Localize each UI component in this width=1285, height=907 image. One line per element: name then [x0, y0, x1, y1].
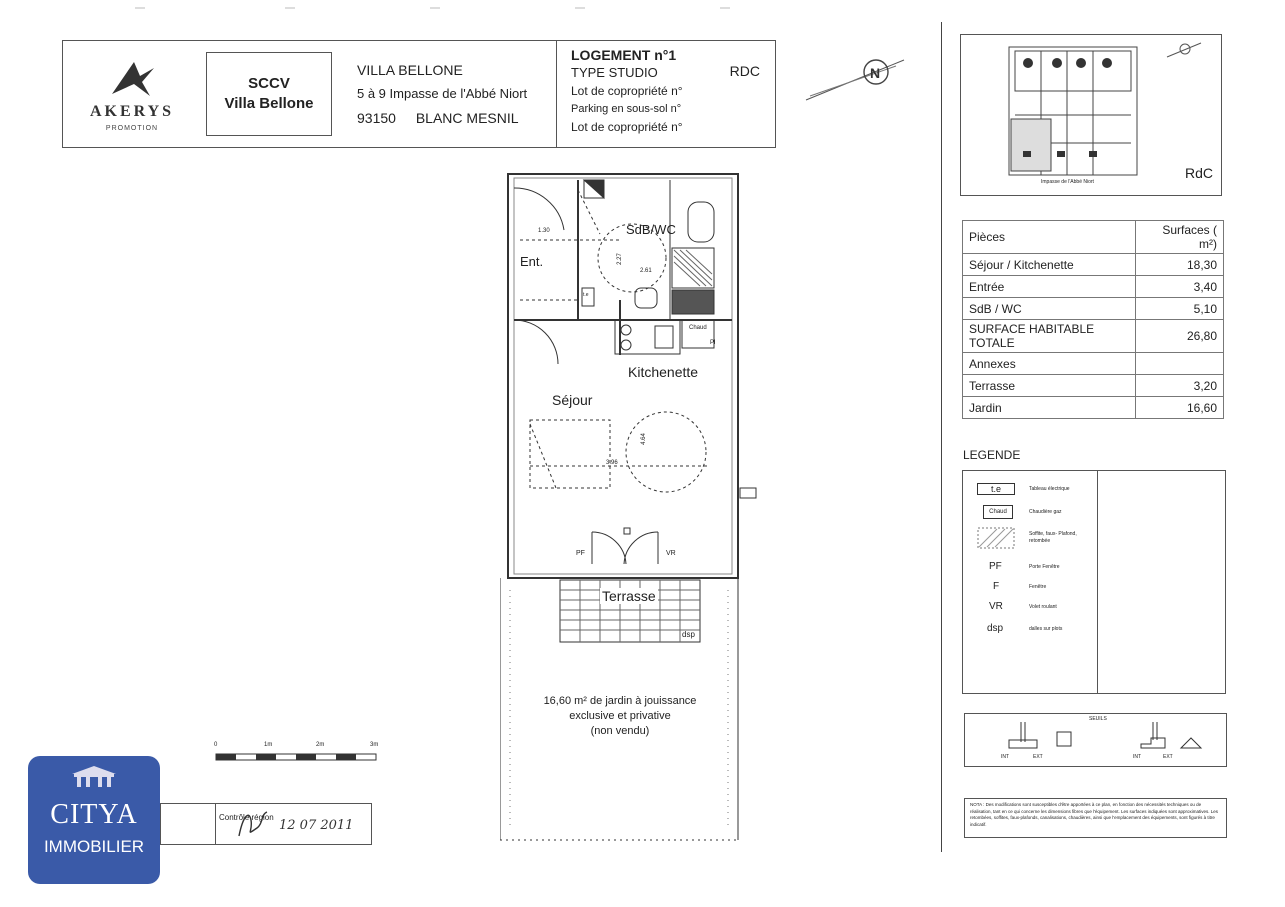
table-row — [963, 375, 1224, 397]
legend-symbol: VR — [989, 601, 1003, 612]
note-text: NOTA : Des modifications sont susceptibles d'être apportées à ce plan, en fonction des nécessités techniques ou de réalisation, tant en ce qui concerne les dimensions fibres que l'équipement. Les surfaces indiquées sont approximatives. Les retombées, soffites, faux-plafonds, canalisations, chaudières, ainsi que l'emplacement des équipements, sont figurés à titre indicatif. — [970, 802, 1219, 827]
legend-title: LEGENDE — [963, 448, 1021, 462]
seuils-ext-2: EXT — [1163, 754, 1173, 760]
surface-label: Séjour / Kitchenette — [963, 254, 1136, 276]
floor-plan — [500, 170, 770, 850]
seuils-box — [964, 713, 1227, 767]
page-separator — [941, 22, 942, 852]
room-sdb: SdB/WC — [626, 222, 676, 237]
room-entree: Ent. — [520, 254, 544, 269]
scan-marks — [0, 0, 1285, 8]
scale-bar-drawing — [212, 740, 382, 768]
logement-title: LOGEMENT n°1 — [571, 47, 677, 63]
key-plan — [960, 34, 1222, 196]
citya-logo — [28, 756, 160, 884]
surface-value: 18,30 — [1136, 254, 1224, 276]
surfaces-head-value: Surfaces ( m²) — [1136, 221, 1224, 254]
jardin-line-2: exclusive et privative — [569, 710, 671, 722]
logement-type: TYPE STUDIO — [571, 65, 658, 80]
legend-text: Tableau électrique — [1029, 486, 1070, 492]
akerys-logo — [82, 58, 182, 138]
surface-label: Entrée — [963, 276, 1136, 298]
table-row — [963, 353, 1224, 375]
hatch-icon — [977, 527, 1015, 549]
table-row — [963, 397, 1224, 419]
surface-value — [1136, 353, 1224, 375]
legend-symbol: t.e — [977, 483, 1015, 495]
dsp-label: dsp — [682, 630, 695, 639]
legend-text: Fenêtre — [1029, 584, 1047, 590]
table-row — [963, 298, 1224, 320]
citya-name: CITYA — [50, 799, 138, 830]
dim-396: 3.96 — [606, 460, 618, 466]
jardin-text — [520, 694, 720, 739]
citya-temple-icon — [64, 764, 124, 790]
legend-symbol: PF — [989, 561, 1002, 572]
address-name: VILLA BELLONE — [357, 62, 463, 78]
sccv-name: Villa Bellone — [224, 95, 314, 112]
room-kitchenette: Kitchenette — [628, 364, 699, 380]
signature-date: 12 07 2011 — [279, 818, 354, 833]
scale-tick-0: 0 — [214, 742, 218, 748]
floor-plan-drawing — [500, 170, 770, 850]
note-box — [964, 798, 1227, 838]
legend-text: Volet roulant — [1029, 604, 1057, 610]
lot-line-2: Lot de copropriété n° — [571, 120, 683, 134]
vr-label: VR — [666, 550, 676, 557]
sccv-label: SCCV — [248, 75, 290, 92]
dim-464: 4.64 — [640, 433, 647, 445]
legend-symbol: F — [993, 581, 1000, 592]
legend-symbol: Chaud — [983, 505, 1013, 519]
table-row — [963, 320, 1224, 353]
seuils-int-1: INT — [1001, 754, 1010, 760]
key-plan-drawing — [961, 35, 1221, 195]
akerys-sub: PROMOTION — [105, 125, 159, 132]
surfaces-header-row — [963, 221, 1224, 254]
jardin-line-3: (non vendu) — [590, 725, 650, 737]
dim-227: 2.27 — [616, 253, 623, 265]
address-zip: 93150 — [357, 110, 396, 126]
control-box — [160, 803, 372, 845]
surfaces-table — [962, 220, 1224, 419]
surface-value: 26,80 — [1136, 320, 1224, 353]
akerys-name: AKERYS — [89, 103, 175, 120]
surfaces-head-label: Pièces — [963, 221, 1136, 254]
surface-value: 3,20 — [1136, 375, 1224, 397]
table-row — [963, 254, 1224, 276]
room-sejour: Séjour — [552, 392, 593, 408]
surface-value: 16,60 — [1136, 397, 1224, 419]
address-city: BLANC MESNIL — [415, 110, 519, 126]
surface-label: SURFACE HABITABLE TOTALE — [963, 320, 1136, 353]
sccv-box — [206, 52, 332, 136]
lot-line-1: Lot de copropriété n° — [571, 84, 683, 98]
legend-text: Porte Fenêtre — [1029, 564, 1060, 570]
scale-tick-1: 1m — [264, 742, 273, 748]
logement-block — [571, 46, 766, 136]
dim-130: 1.30 — [538, 228, 550, 234]
scale-tick-2: 2m — [316, 742, 325, 748]
akerys-bird-icon — [82, 58, 182, 98]
logement-level: RDC — [729, 63, 760, 79]
surface-value: 3,40 — [1136, 276, 1224, 298]
seuils-title: SEUILS — [1089, 716, 1107, 722]
signature-icon — [231, 806, 271, 842]
legend-symbol: dsp — [987, 623, 1004, 634]
key-plan-level: RdC — [1185, 165, 1214, 181]
north-arrow-icon — [800, 50, 910, 111]
dim-261: 2.61 — [640, 268, 652, 274]
legend-box — [962, 470, 1226, 694]
te-symbol: t.e — [583, 292, 589, 298]
table-row — [963, 276, 1224, 298]
control-label: Contrôle région — [219, 813, 274, 822]
scale-tick-3: 3m — [370, 742, 379, 748]
parking-line: Parking en sous-sol n° — [571, 103, 682, 115]
legend-text: Chaudière gaz — [1029, 509, 1062, 515]
surface-label: Jardin — [963, 397, 1136, 419]
seuils-ext-1: EXT — [1033, 754, 1043, 760]
citya-sub: IMMOBILIER — [43, 837, 145, 856]
legend-text: Soffite, faux- Plafond, retombée — [1029, 531, 1077, 544]
svg-text:N: N — [870, 65, 881, 81]
jardin-line-1: 16,60 m² de jardin à jouissance — [543, 695, 697, 707]
surface-label: Terrasse — [963, 375, 1136, 397]
surface-value: 5,10 — [1136, 298, 1224, 320]
surface-label: Annexes — [963, 353, 1136, 375]
pf-label: PF — [576, 550, 585, 557]
pl-label: Pl — [710, 340, 716, 346]
seuils-int-2: INT — [1133, 754, 1142, 760]
room-terrasse: Terrasse — [602, 588, 656, 604]
address-street: 5 à 9 Impasse de l'Abbé Niort — [357, 86, 528, 101]
address-block — [357, 58, 557, 130]
scale-bar — [212, 740, 382, 768]
chaud-symbol: Chaud — [689, 325, 707, 331]
legend-text: dalles sur plots — [1029, 626, 1063, 632]
surface-label: SdB / WC — [963, 298, 1136, 320]
key-plan-street: Impasse de l'Abbé Niort — [1041, 179, 1094, 185]
